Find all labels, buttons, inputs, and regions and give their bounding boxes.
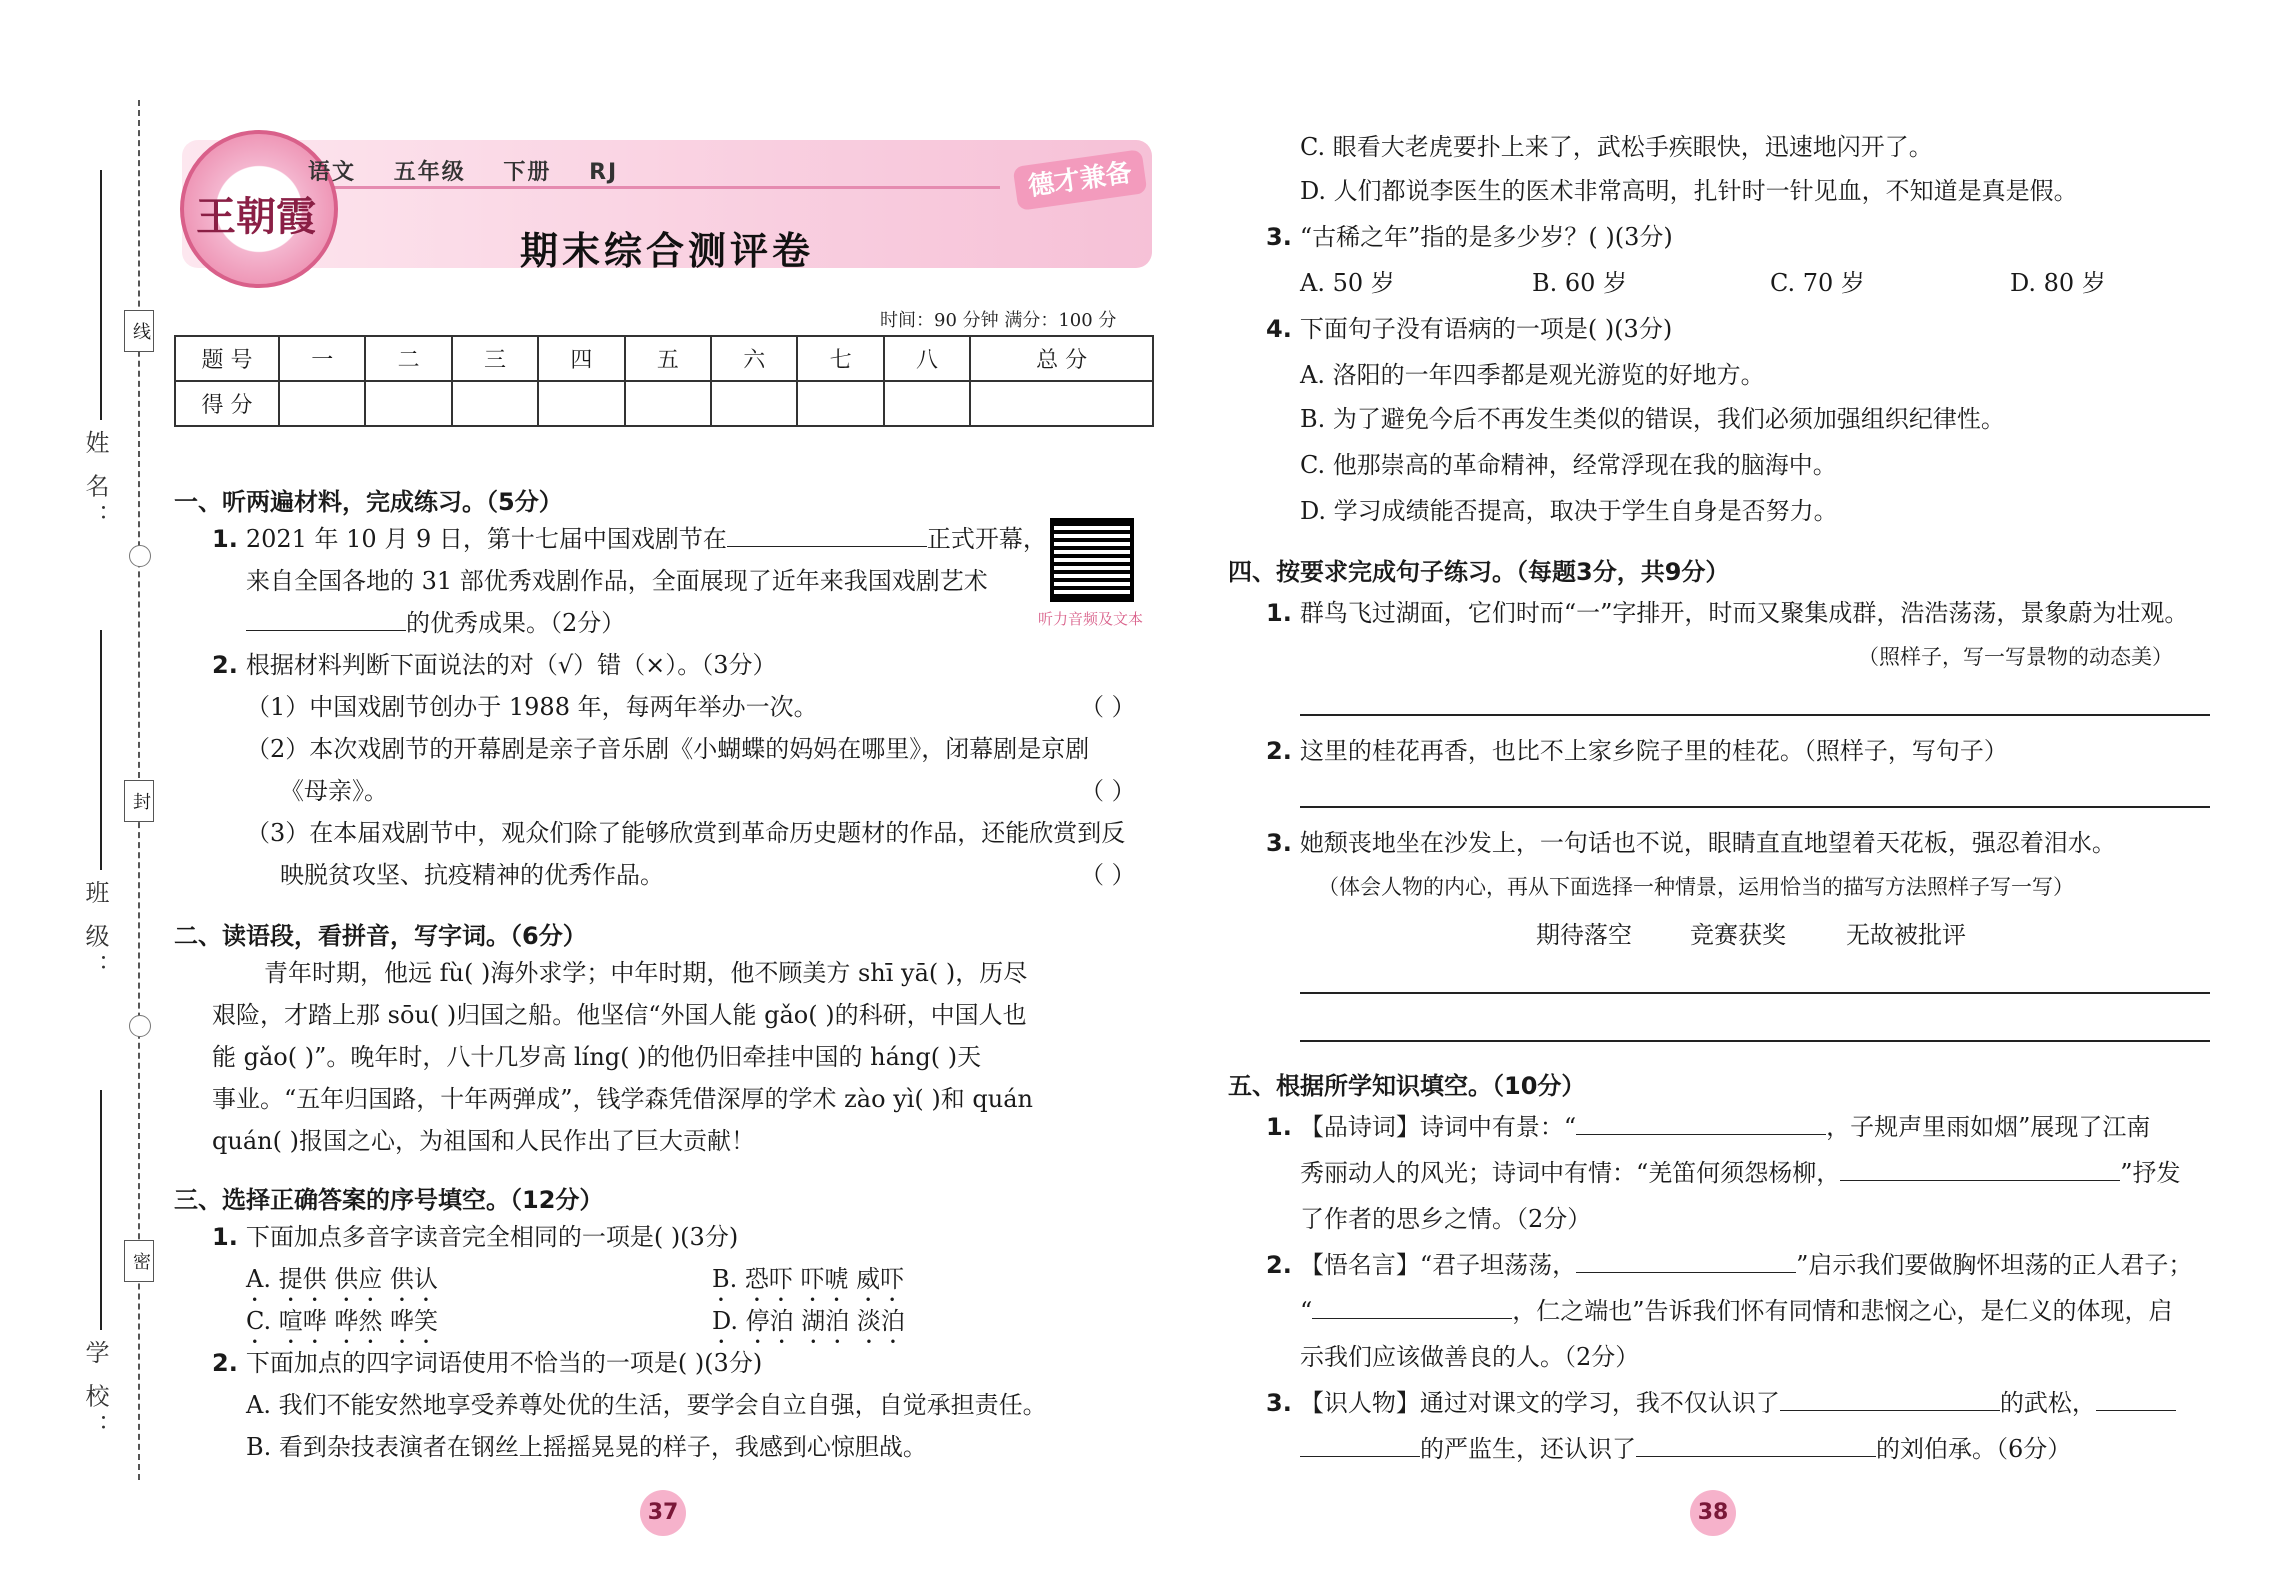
q4-2-text: 这里的桂花再香，也比不上家乡院子里的桂花。（照样子，写句子） (1299, 737, 2008, 765)
q5-3-line-2 (1300, 1434, 2071, 1464)
q3-2 (212, 1348, 762, 1378)
q4-1-answer-line[interactable] (1300, 714, 2210, 716)
section-4-title: 四、按要求完成句子练习。（每题3分，共9分） (1228, 558, 1730, 586)
q4-3-note: （体会人物的内心，再从下面选择一种情景，运用恰当的描写方法照样子写一写） (1318, 875, 2074, 899)
subject: 语文 (308, 160, 357, 185)
q4-1-text: 群鸟飞过湖面，它们时而“一”字排开，时而又聚集成群，浩浩荡荡，景象蔚为壮观。 (1299, 599, 2189, 627)
q5-2-line-2 (1300, 1296, 2173, 1326)
q5-2-blank-2[interactable] (1312, 1296, 1512, 1319)
score-cell[interactable] (625, 381, 711, 426)
q1-text-a: 2021 年 10 月 9 日，第十七届中国戏剧节在 (245, 525, 727, 553)
q5-2-text-b: ”启示我们要做胸怀坦荡的正人君子； (1796, 1251, 2193, 1279)
q2-number: 2. (212, 651, 238, 679)
seal-secret-mark: 密 (124, 1240, 154, 1282)
q5-3-text-a: 【识人物】通过对课文的学习，我不仅认识了 (1299, 1389, 1780, 1417)
q1-line-3 (246, 608, 625, 638)
q5-3-line-1 (1266, 1388, 2176, 1418)
brand-logo-text: 王朝霞 (196, 194, 316, 240)
q3-2-option-a[interactable]: A. 我们不能安然地享受养尊处优的生活，要学会自立自强，自觉承担责任。 (246, 1391, 1047, 1419)
section-1-title: 一、听两遍材料，完成练习。（5分） (174, 488, 563, 516)
q3-1-option-d[interactable]: D. 停泊 湖泊 淡泊 (712, 1307, 905, 1335)
q3-1-option-c[interactable]: C. 喧哗 哗然 哗笑 (246, 1307, 439, 1335)
q2-3-answer[interactable]: （ ） (1080, 861, 1136, 889)
table-cell: 六 (711, 336, 797, 381)
s2-line-4: 事业。“五年归国路，十年两弹成”，钱学森凭借深厚的学术 zào yì( )和 quán (212, 1085, 1034, 1113)
qr-code[interactable] (1050, 518, 1134, 602)
q3-2-text: 下面加点的四字词语使用不恰当的一项是( )(3分) (245, 1349, 763, 1377)
table-cell: 五 (625, 336, 711, 381)
q5-1-text-b: ，子规声里雨如烟”展现了江南 (1826, 1113, 2151, 1141)
score-row-headers (175, 336, 1153, 381)
q3-4-option-b[interactable]: B. 为了避免今后不再发生类似的错误，我们必须加强组织纪律性。 (1300, 405, 2005, 433)
q4-1 (1266, 598, 2188, 628)
table-cell: 八 (884, 336, 970, 381)
binding-hole (129, 1015, 151, 1037)
s2-line-3: 能 gǎo( )”。晚年时，八十几岁高 líng( )的他仍旧牵挂中国的 háng( )天 (212, 1043, 982, 1071)
q5-2-line-1 (1266, 1250, 2192, 1280)
grade: 五年级 (393, 160, 466, 185)
q4-1-number: 1. (1266, 599, 1292, 627)
q5-3-text-b: 的武松， (1999, 1389, 2096, 1417)
q2-2a: （2）本次戏剧节的开幕剧是亲子音乐剧《小蝴蝶的妈妈在哪里》，闭幕剧是京剧 (246, 735, 1090, 763)
q5-1-number: 1. (1266, 1113, 1292, 1141)
page-title: 期末综合测评卷 (520, 229, 815, 273)
q1-blank-2[interactable] (246, 608, 406, 631)
score-cell[interactable] (365, 381, 451, 426)
q3-3-text: “古稀之年”指的是多少岁？( )(3分) (1299, 223, 1673, 251)
time-info: 时间：90 分钟 满分：100 分 (880, 310, 1117, 331)
q2-3b: 映脱贫攻坚、抗疫精神的优秀作品。 (280, 861, 664, 889)
q3-4-number: 4. (1266, 315, 1292, 343)
score-cell[interactable] (970, 381, 1153, 426)
q4-3-option-1: 期待落空 (1536, 921, 1632, 949)
q5-1-text-a: 【品诗词】诗词中有景：“ (1299, 1113, 1577, 1141)
q3-3-number: 3. (1266, 223, 1292, 251)
q5-1-blank-2[interactable] (1840, 1158, 2120, 1181)
seal-line-mark: 线 (124, 310, 154, 352)
s2-line-5: quán( )报国之心，为祖国和人民作出了巨大贡献！ (212, 1127, 755, 1155)
q1-blank-1[interactable] (727, 524, 927, 547)
name-write-line (100, 170, 102, 420)
table-cell: 七 (797, 336, 883, 381)
table-cell: 总 分 (970, 336, 1153, 381)
seal-seal-mark: 封 (124, 780, 154, 822)
section-2-title: 二、读语段，看拼音，写字词。（6分） (174, 922, 587, 950)
q3-1 (212, 1222, 738, 1252)
q3-4-option-a[interactable]: A. 洛阳的一年四季都是观光游览的好地方。 (1300, 361, 1765, 389)
q3-2-option-d[interactable]: D. 人们都说李医生的医术非常高明，扎针时一针见血，不知道是真是假。 (1300, 177, 2078, 205)
q5-3-text-c: 的严监生，还认识了 (1420, 1435, 1636, 1463)
school-write-line (100, 1090, 102, 1330)
section-5-title: 五、根据所学知识填空。（10分） (1228, 1072, 1586, 1100)
q5-3-blank-2[interactable] (2096, 1388, 2176, 1411)
q3-3-option-c[interactable]: C. 70 岁 (1770, 269, 1865, 297)
q4-3-option-2: 竞赛获奖 (1690, 921, 1786, 949)
q4-3-number: 3. (1266, 829, 1292, 857)
q5-2-line-3: 示我们应该做善良的人。（2分） (1300, 1343, 1640, 1371)
q5-1-blank-1[interactable] (1576, 1112, 1826, 1135)
class-label: 班 级： (81, 880, 109, 984)
q1-number: 1. (212, 525, 238, 553)
q5-1-line-1 (1266, 1112, 2150, 1142)
score-table (174, 335, 1154, 427)
q5-2-text-c: “ (1300, 1297, 1313, 1325)
q2-line (212, 650, 777, 680)
score-cell[interactable] (711, 381, 797, 426)
q4-2-answer-line[interactable] (1300, 806, 2210, 808)
page-number-left: 37 (640, 1490, 686, 1536)
motto-badge: 德才兼备 (1013, 149, 1148, 211)
class-write-line (100, 630, 102, 870)
page-number-right: 38 (1690, 1490, 1736, 1536)
edition: RJ (589, 160, 619, 185)
q5-3-number: 3. (1266, 1389, 1292, 1417)
score-cell[interactable] (884, 381, 970, 426)
q3-1-number: 1. (212, 1223, 238, 1251)
score-cell[interactable] (538, 381, 624, 426)
volume: 下册 (503, 160, 552, 185)
q3-3-option-a[interactable]: A. 50 岁 (1300, 269, 1395, 297)
q4-3 (1266, 828, 2116, 858)
score-cell[interactable] (279, 381, 365, 426)
q1-line-1 (212, 524, 1047, 554)
q4-1-note: （照样子，写一写景物的动态美） (1858, 645, 2173, 669)
q5-3-blank-2-cont[interactable] (1300, 1434, 1420, 1457)
q3-1-option-b[interactable]: B. 恐吓 吓唬 威吓 (712, 1265, 905, 1293)
q3-4-text: 下面句子没有语病的一项是( )(3分) (1299, 315, 1673, 343)
q5-3-blank-3[interactable] (1636, 1434, 1876, 1457)
q5-2-number: 2. (1266, 1251, 1292, 1279)
score-row-scores (175, 381, 1153, 426)
binding-hole (129, 545, 151, 567)
table-cell: 二 (365, 336, 451, 381)
q4-3-answer-line[interactable] (1300, 992, 2210, 994)
qr-label: 听力音频及文本 (1038, 610, 1144, 628)
q5-1-text-d: ”抒发 (2120, 1159, 2181, 1187)
q4-2 (1266, 736, 2008, 766)
table-cell: 题 号 (175, 336, 279, 381)
q5-3-blank-1[interactable] (1780, 1388, 2000, 1411)
q1-line-2: 来自全国各地的 31 部优秀戏剧作品，全面展现了近年来我国戏剧艺术 (246, 567, 988, 595)
q5-3-text-d: 的刘伯承。（6分） (1876, 1435, 2072, 1463)
q5-2-text-a: 【悟名言】“君子坦荡荡， (1299, 1251, 1577, 1279)
q1-text-b: 正式开幕， (926, 525, 1047, 553)
q2-2b: 《母亲》。 (280, 777, 388, 805)
table-cell: 三 (452, 336, 538, 381)
q2-2-answer[interactable]: （ ） (1080, 777, 1136, 805)
s2-line-1: 青年时期，他远 fù( )海外求学；中年时期，他不顾美方 shī yā( )，历尽 (264, 959, 1028, 987)
course-meta (308, 155, 646, 186)
name-label: 姓 名： (81, 430, 109, 534)
section-3-title: 三、选择正确答案的序号填空。（12分） (174, 1186, 604, 1214)
q3-3-option-b[interactable]: B. 60 岁 (1532, 269, 1628, 297)
table-cell: 得 分 (175, 381, 279, 426)
q1-text-d: 的优秀成果。（2分） (406, 609, 626, 637)
table-cell: 四 (538, 336, 624, 381)
q5-1-line-3: 了作者的思乡之情。（2分） (1300, 1205, 1592, 1233)
q2-1: （1）中国戏剧节创办于 1988 年，每两年举办一次。 (246, 693, 818, 721)
s2-line-2: 艰险，才踏上那 sōu( )归国之船。他坚信“外国人能 gǎo( )的科研，中国人也 (212, 1001, 1027, 1029)
q3-3 (1266, 222, 1673, 252)
q5-1-line-2 (1300, 1158, 2181, 1188)
q4-2-number: 2. (1266, 737, 1292, 765)
q4-3-option-3: 无故被批评 (1846, 921, 1966, 949)
q5-1-text-c: 秀丽动人的风光；诗词中有情：“羌笛何须怨杨柳， (1300, 1159, 1841, 1187)
school-label: 学 校： (81, 1340, 109, 1444)
q4-3-answer-line[interactable] (1300, 1040, 2210, 1042)
q3-4-option-c[interactable]: C. 他那崇高的革命精神，经常浮现在我的脑海中。 (1300, 451, 1837, 479)
q3-1-text: 下面加点多音字读音完全相同的一项是( )(3分) (245, 1223, 739, 1251)
score-cell[interactable] (797, 381, 883, 426)
q3-4-option-d[interactable]: D. 学习成绩能否提高，取决于学生自身是否努力。 (1300, 497, 1838, 525)
q5-2-text-d: ，仁之端也”告诉我们怀有同情和悲悯之心，是仁义的体现，启 (1512, 1297, 2173, 1325)
q3-2-option-b[interactable]: B. 看到杂技表演者在钢丝上摇摇晃晃的样子，我感到心惊胆战。 (246, 1433, 927, 1461)
q3-2-option-c[interactable]: C. 眼看大老虎要扑上来了，武松手疾眼快，迅速地闪开了。 (1300, 133, 1933, 161)
table-cell: 一 (279, 336, 365, 381)
q3-4 (1266, 314, 1672, 344)
q3-1-option-a[interactable]: A. 提供 供应 供认 (246, 1265, 438, 1293)
q3-3-option-d[interactable]: D. 80 岁 (2010, 269, 2106, 297)
q5-2-blank-1[interactable] (1576, 1250, 1796, 1273)
q2-1-answer[interactable]: （ ） (1080, 693, 1136, 721)
score-cell[interactable] (452, 381, 538, 426)
q4-3-text: 她颓丧地坐在沙发上，一句话也不说，眼睛直直地望着天花板，强忍着泪水。 (1299, 829, 2116, 857)
q2-text: 根据材料判断下面说法的对（√）错（×）。（3分） (245, 651, 777, 679)
q2-3a: （3）在本届戏剧节中，观众们除了能够欣赏到革命历史题材的作品，还能欣赏到反 (246, 819, 1126, 847)
q3-2-number: 2. (212, 1349, 238, 1377)
